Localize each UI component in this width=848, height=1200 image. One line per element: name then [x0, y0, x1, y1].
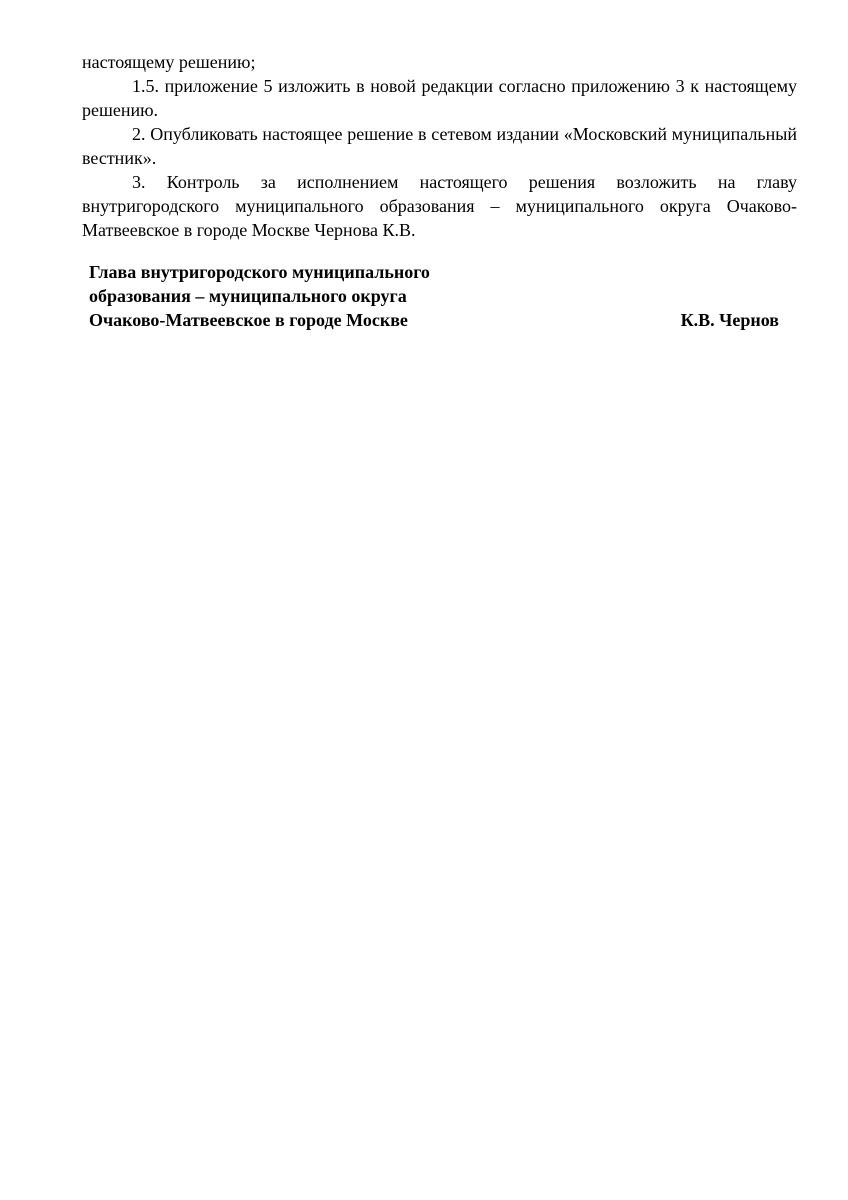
- signatory-name: К.В. Чернов: [680, 310, 779, 330]
- signature-row: [89, 308, 779, 332]
- paragraph-continuation: настоящему решению;: [82, 52, 256, 72]
- paragraph-item-1-5: 1.5. приложение 5 изложить в новой редакции согласно приложению 3 к настоящему решению.: [82, 76, 797, 120]
- signature-block: [89, 260, 779, 332]
- signatory-title-line-2: образования – муниципального округа: [89, 286, 407, 306]
- signatory-title-line-1: Глава внутригородского муниципального: [89, 262, 430, 282]
- paragraph-item-3: 3. Контроль за исполнением настоящего решения возложить на главу внутригородского муниципального образования – муниципального округа Очаково-Матвеевское в городе Москве Чернова К.В.: [82, 172, 797, 240]
- document-body: [82, 50, 797, 242]
- signatory-title-line-3: Очаково-Матвеевское в городе Москве: [89, 310, 408, 330]
- paragraph-item-2: 2. Опубликовать настоящее решение в сетевом издании «Московский муниципальный вестник».: [82, 124, 797, 168]
